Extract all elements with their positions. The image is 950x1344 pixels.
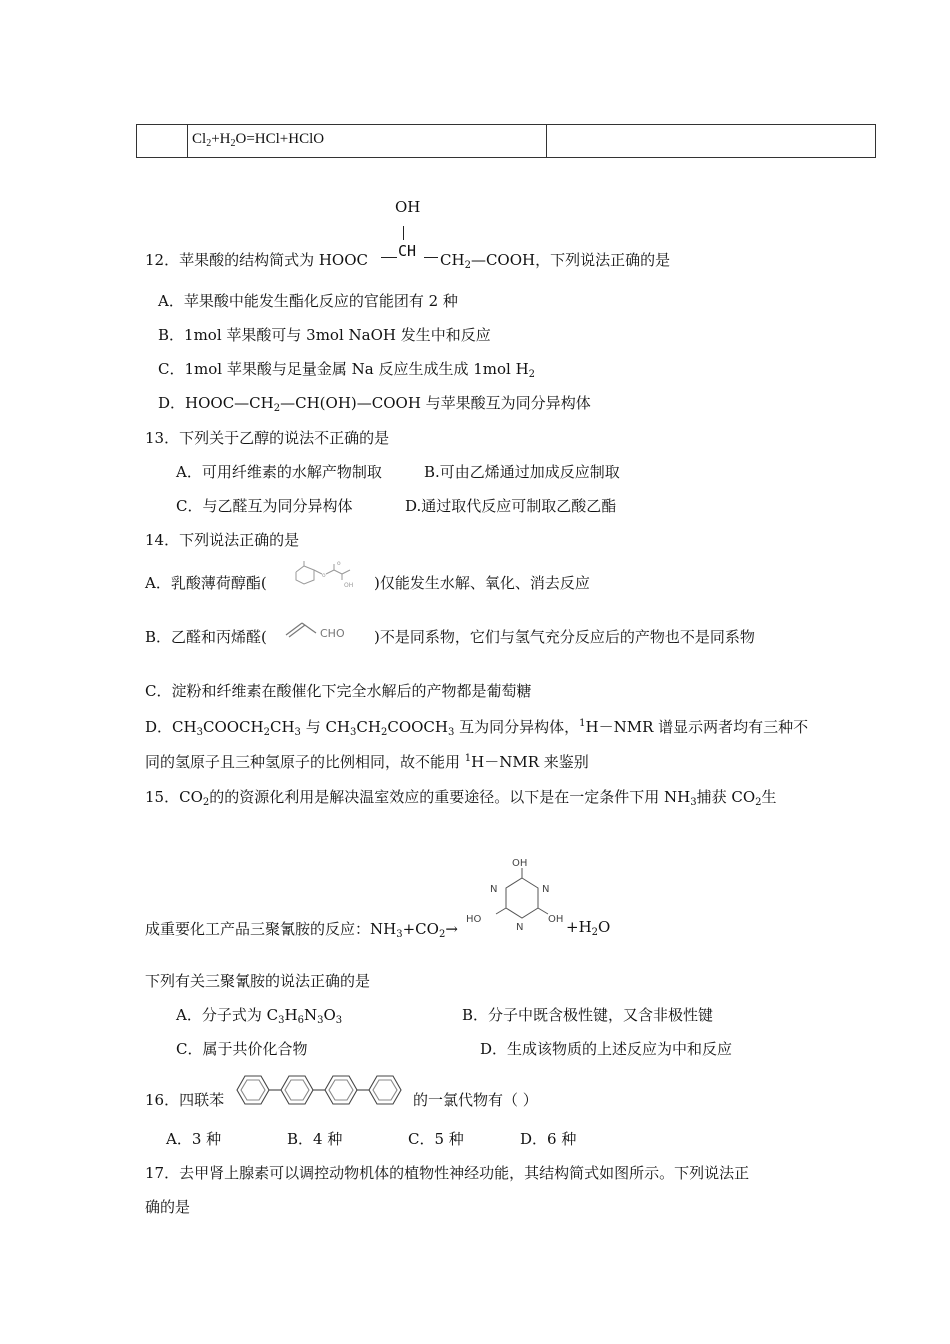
svg-text:o: o — [337, 560, 341, 567]
q13-option-b: B.可由乙烯通过加成反应制取 — [424, 463, 620, 481]
q16-stem-pre: 16．四联苯 — [145, 1091, 225, 1109]
q14-option-c: C．淀粉和纤维素在酸催化下完全水解后的产物都是葡萄糖 — [145, 682, 532, 700]
q14-option-b-pre: B．乙醛和丙烯醛( — [145, 628, 267, 646]
quaterphenyl-structure — [227, 1072, 413, 1108]
q15-option-d: D．生成该物质的上述反应为中和反应 — [480, 1040, 733, 1058]
q17-stem-line1: 17．去甲肾上腺素可以调控动物机体的植物性神经功能，其结构简式如图所示。下列说法正 — [145, 1164, 750, 1182]
q12-bond-left — [381, 257, 397, 258]
q12-ch-label: CH — [398, 242, 417, 260]
q12-stem-b: $CH_2—COOH$，下列说法正确的是 — [440, 251, 671, 271]
ring-oh-right: OH — [548, 914, 564, 925]
ring-oh-left: HO — [466, 914, 482, 925]
q15-option-a: A．分子式为 $C_3H_6N_3O_3$ — [176, 1006, 343, 1026]
table-cell-equation — [188, 125, 547, 157]
q16-option-b: B．4 种 — [287, 1130, 343, 1148]
q12-option-b: B．1mol 苹果酸可与 3mol NaOH 发生中和反应 — [158, 326, 491, 344]
q15-stem-line1: 15．$CO_2$的的资源化利用是解决温室效应的重要途径。以下是在一定条件下用 $NH_3$捕获 $CO_2$生 — [145, 788, 777, 808]
reaction-table — [136, 124, 876, 158]
q12-bond-vertical — [403, 226, 404, 240]
table-cell-index — [137, 125, 188, 157]
ring-n-left: N — [490, 884, 498, 895]
q12-oh-label: OH — [395, 198, 421, 216]
q13-option-c: C．与乙醛互为同分异构体 — [176, 497, 353, 515]
q16-stem-post: 的一氯代物有（ ） — [413, 1091, 538, 1109]
q15-option-b: B．分子中既含极性键，又含非极性键 — [462, 1006, 714, 1024]
ring-oh-top: OH — [512, 858, 528, 869]
q14-stem: 14．下列说法正确的是 — [145, 531, 300, 549]
melamine-cyanurate-ring — [462, 850, 572, 940]
acrolein-cho-label: CHO — [320, 627, 345, 640]
q15-option-c: C．属于共价化合物 — [176, 1040, 308, 1058]
q12-bond-right — [424, 257, 438, 258]
equation-text: $Cl_2+H_2O=HCl+HClO$ — [192, 131, 325, 149]
q13-stem: 13．下列关于乙醇的说法不正确的是 — [145, 429, 390, 447]
q14-option-d-line2: 同的氢原子且三种氢原子的比例相同，故不能用 $^1$H－NMR 来鉴别 — [145, 753, 589, 771]
q16-option-d: D．6 种 — [520, 1130, 577, 1148]
q15-stem-line2-pre: 成重要化工产品三聚氰胺的反应：$NH_3+CO_2\to$ — [145, 920, 458, 940]
q15-sub-stem: 下列有关三聚氰胺的说法正确的是 — [145, 972, 371, 990]
q14-option-b-post: )不是同系物，它们与氢气充分反应后的产物也不是同系物 — [374, 628, 755, 646]
svg-text:o: o — [322, 572, 326, 579]
q13-option-d: D.通过取代反应可制取乙酸乙酯 — [405, 497, 617, 515]
q14-option-a-pre: A．乳酸薄荷醇酯( — [145, 574, 267, 592]
acrolein-structure — [282, 615, 374, 641]
q17-stem-line2: 确的是 — [145, 1198, 191, 1216]
ring-n-right: N — [542, 884, 550, 895]
q16-option-a: A．3 种 — [166, 1130, 222, 1148]
menthyl-lactate-structure — [288, 560, 372, 590]
q12-option-c: C．1mol 苹果酸与足量金属 Na 反应生成生成 1mol $H_2$ — [158, 360, 536, 380]
q16-option-c: C．5 种 — [408, 1130, 464, 1148]
q13-option-a: A．可用纤维素的水解产物制取 — [176, 463, 382, 481]
q15-stem-line2-post: $+H_2O$ — [566, 918, 611, 938]
q12-option-a: A．苹果酸中能发生酯化反应的官能团有 2 种 — [158, 292, 458, 310]
ring-n-bottom: N — [516, 922, 524, 933]
q12-stem-a: 12．苹果酸的结构简式为 HOOC — [145, 251, 369, 269]
q14-option-a-post: )仅能发生水解、氧化、消去反应 — [374, 574, 590, 592]
q12-option-d: D．$HOOC—CH_2—CH(OH)—COOH$ 与苹果酸互为同分异构体 — [158, 394, 591, 414]
q14-option-d-line1: D．$CH_3COOCH_2CH_3$ 与 $CH_3CH_2COOCH_3$ 互为同分异构体，$^1$H－NMR 谱显示两者均有三种不 — [145, 718, 809, 738]
menthyl-oh-label: OH — [344, 582, 354, 589]
